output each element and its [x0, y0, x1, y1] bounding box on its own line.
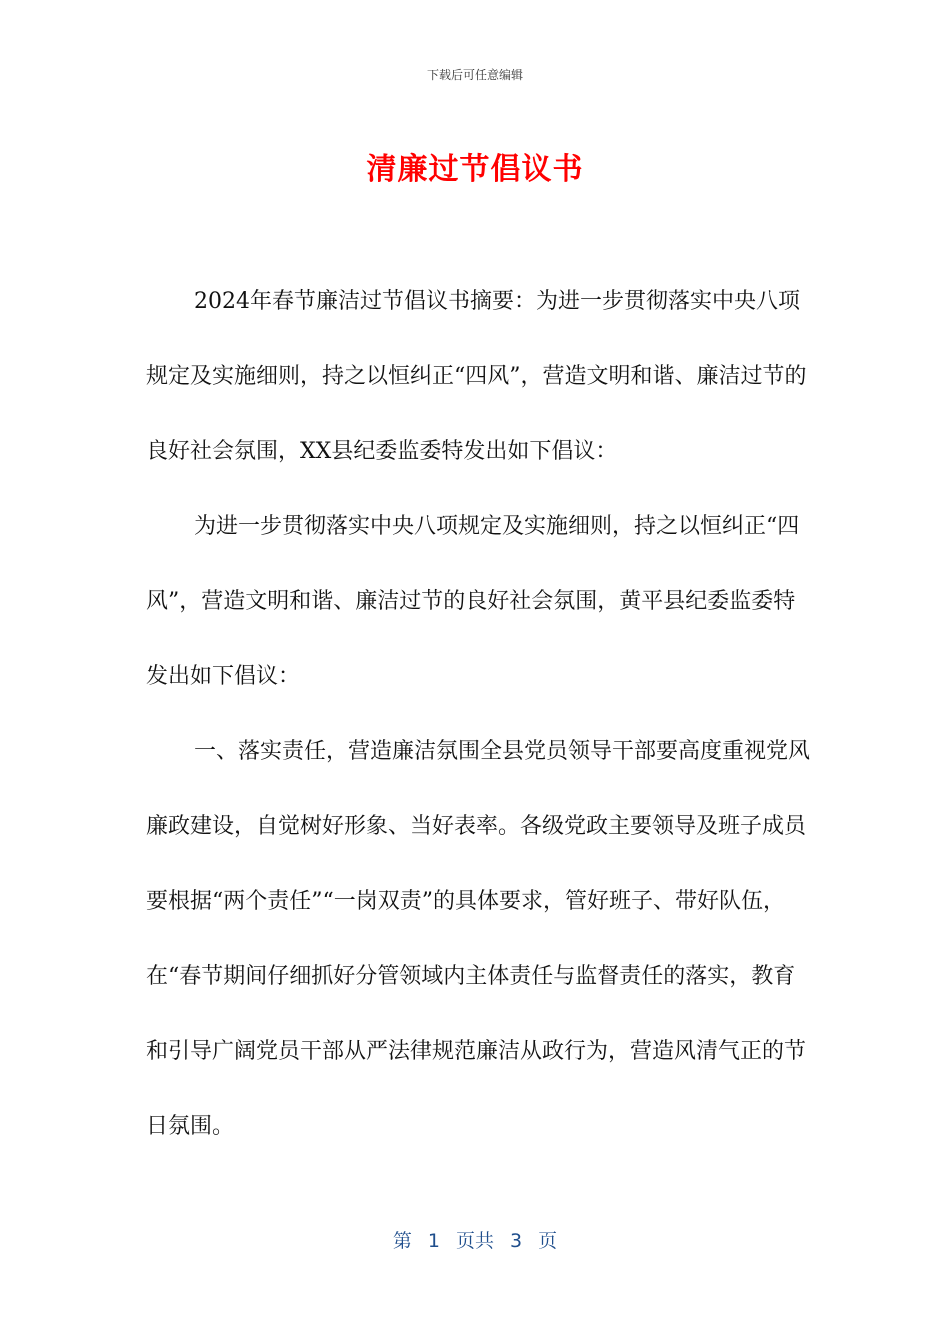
header-note: 下载后可任意编辑 — [426, 68, 523, 82]
page-footer — [0, 1226, 950, 1253]
document-title: 清廉过节倡议书 — [366, 152, 584, 187]
footer-current-page: 1 — [427, 1230, 440, 1252]
footer-page-label: 第 — [392, 1230, 412, 1252]
paragraph-section-one: 一、落实责任，营造廉洁氛围全县党员领导干部要高度重视党风廉政建设，自觉树好形象、当好表率。各级党政主要领导及班子成员要根据“两个责任”“一岗双责”的具体要求，管好班子、带好队伍，在“春节期间仔细抓好分管领域内主体责任与监督责任的落实，教育和引导广阔党员干部从严法律规范廉洁从政行为，营造风清气正的节日氛围。 — [146, 739, 811, 1139]
paragraph-intro: 为进一步贯彻落实中央八项规定及实施细则，持之以恒纠正“四风”，营造文明和谐、廉洁过节的良好社会氛围，黄平县纪委监委特发出如下倡议： — [146, 514, 800, 689]
paragraph-summary: 2024年春节廉洁过节倡议书摘要：为进一步贯彻落实中央八项规定及实施细则，持之以恒纠正“四风”，营造文明和谐、廉洁过节的良好社会氛围，XX县纪委监委特发出如下倡议： — [146, 289, 807, 464]
footer-page-mid: 页共 — [455, 1230, 494, 1252]
footer-total-pages: 3 — [510, 1230, 523, 1252]
document-body — [146, 264, 810, 1164]
footer-page-end: 页 — [538, 1230, 558, 1252]
